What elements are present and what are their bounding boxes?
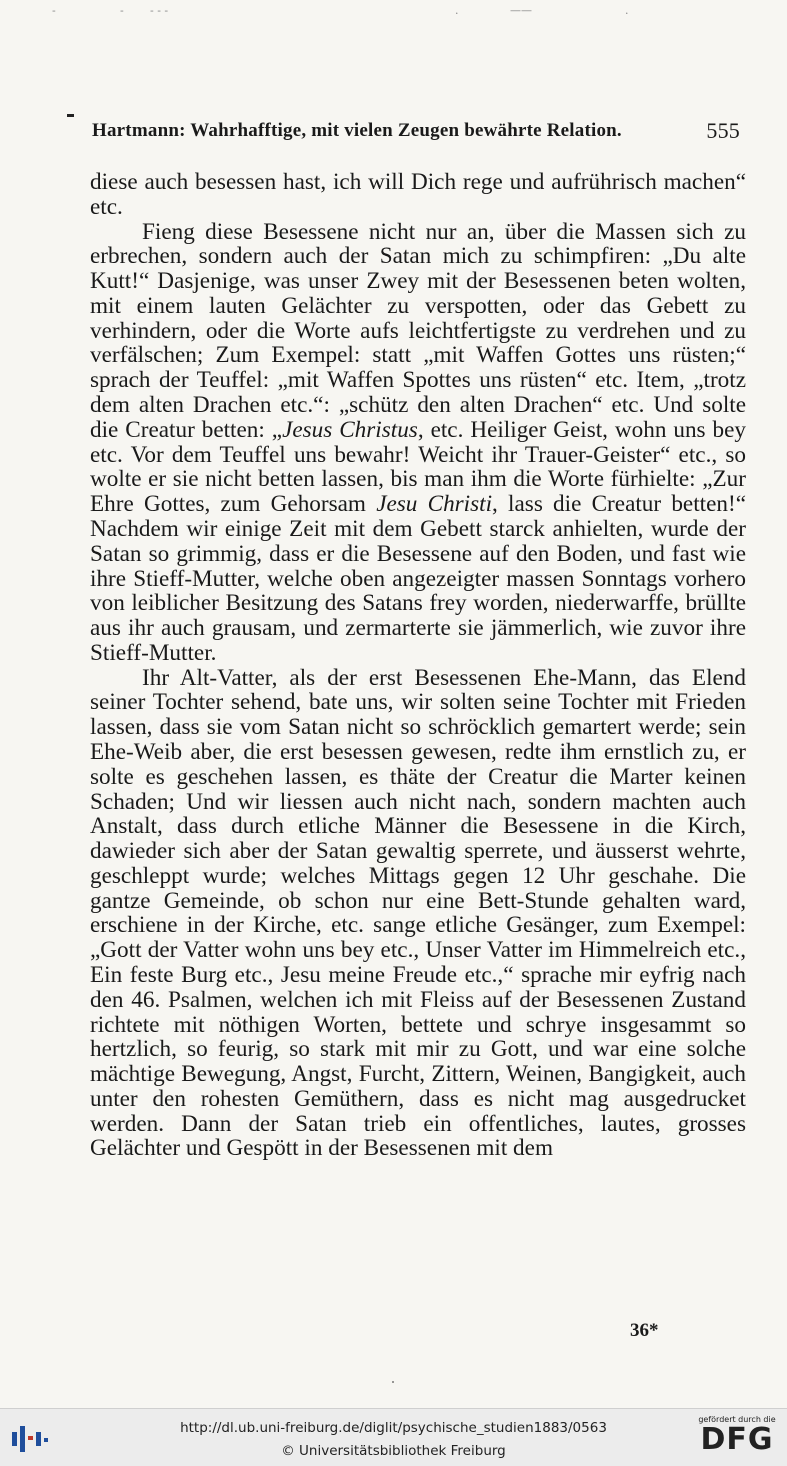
dfg-wordmark: DFG xyxy=(700,1422,774,1457)
copyright-notice: © Universitätsbibliothek Freiburg xyxy=(281,1443,506,1459)
paragraph-2-part-2: , etc. Heiliger Geist, wohn uns bey etc. Vor dem Teuffel uns bewahr! Weicht ihr Trauer-Geister“ etc., so wolte er sie nicht betten lassen, bis man ihm die Worte fürhielte: „Zur Ehre Gottes, zum Gehorsam xyxy=(90,416,746,518)
dfg-caption: gefördert durch die xyxy=(698,1415,776,1424)
sheet-signature: 36* xyxy=(630,1320,659,1341)
viewer-footer xyxy=(0,1408,787,1466)
scan-edge-marks: - - - - - . —— . xyxy=(52,4,629,17)
paragraph-2-part-3: , lass die Creatur betten!“ Nachdem wir einige Zeit mit dem Gebett starck anhielten, wurde der Satan so grimmig, dass er die Besessene auf den Boden, und fast wie ihre Stieff-Mutter, welche oben angezeigter massen Sonntags vorhero von leiblicher Besitzung des Satans frey worden, niederwarffe, brüllte aus ihr auch grausam, und zermarterte sie jämmerlich, wie zuvor ihre Stieff-Mutter. xyxy=(90,491,747,666)
body-text xyxy=(90,170,746,1161)
paragraph-2-italic-1: Jesus Christus xyxy=(282,416,418,443)
paragraph-1: diese auch besessen hast, ich will Dich rege und aufrührisch machen“ etc. xyxy=(90,169,746,220)
paragraph-2 xyxy=(90,220,746,666)
paragraph-3: Ihr Alt-Vatter, als der erst Besessenen Ehe-Mann, das Elend seiner Tochter sehend, bate uns, wir solten seine Tochter mit Frieden lassen, dass sie vom Satan nicht so schröcklich gemartert werde; sein Ehe-Weib aber, die erst besessen gewesen, redte ihm ernstlich zu, er solte es geschehen lassen, es thäte der Creatur die Marter keinen Schaden; Und wir liessen auch nicht nach, sondern machten auch Anstalt, dass durch etliche Männer die Besessene in die Kirch, dawieder sich aber der Satan gewaltig sperrete, und äusserst wehrte, geschleppt wurde; welches Mittags gegen 12 Uhr geschahe. Die gantze Gemeinde, ob schon nur eine Bett-Stunde gehalten ward, erschiene in der Kirche, etc. sange etliche Gesänger, zum Exempel: „Gott der Vatter wohn uns bey etc., Unser Vatter im Himmelreich etc., Ein feste Burg etc., Jesu meine Freude etc.,“ sprache mir eyfrig nach den 46. Psalmen, welchen ich mit Fleiss auf der Besessenen Zustand richtete mit nöthigen Worten, bettete und schrye insgesammt so hertzlich, so feurig, so stark mit mir zu Gott, und war eine solche mächtige Bewegung, Angst, Furcht, Zittern, Weinen, Bangigkeit, auch unter den rohesten Gemüthern, dass es nicht mag ausgedrucket werden. Dann der Satan trieb ein offentliches, lautes, grosses Gelächter und Gespött in der Besessenen mit dem xyxy=(90,664,746,1162)
dfg-logo-icon xyxy=(695,1415,779,1461)
scan-speck xyxy=(392,1381,394,1383)
running-title: Hartmann: Wahrhafftige, mit vielen Zeugen bewährte Relation. xyxy=(92,120,622,141)
paragraph-2-italic-2: Jesu Christi xyxy=(376,491,493,518)
margin-mark xyxy=(67,114,74,117)
paragraph-2-part-1: Fieng diese Besessene nicht nur an, über die Massen sich zu erbrechen, sondern auch der Satan mich zu schimpfiren: „Du alte Kutt!“ Dasjenige, was unser Zwey mit der Besessenen beten wolten, mit einem lauten Gelächter zu verspotten, oder das Gebett zu verhindern, oder die Worte aufs leichtfertigste zu verdrehen und zu verfälschen; Zum Exempel: statt „mit Waffen Gottes uns rüsten;“ sprach der Teuffel: „mit Waffen Spottes uns rüsten“ etc. Item, „trotz dem alten Drachen etc.“: „schütz den alten Drachen“ etc. Und solte die Creatur betten: „ xyxy=(90,218,746,443)
permalink-url[interactable]: http://dl.ub.uni-freiburg.de/diglit/psychische_studien1883/0563 xyxy=(180,1420,607,1436)
page-number: 555 xyxy=(706,118,740,143)
running-header xyxy=(92,118,740,148)
